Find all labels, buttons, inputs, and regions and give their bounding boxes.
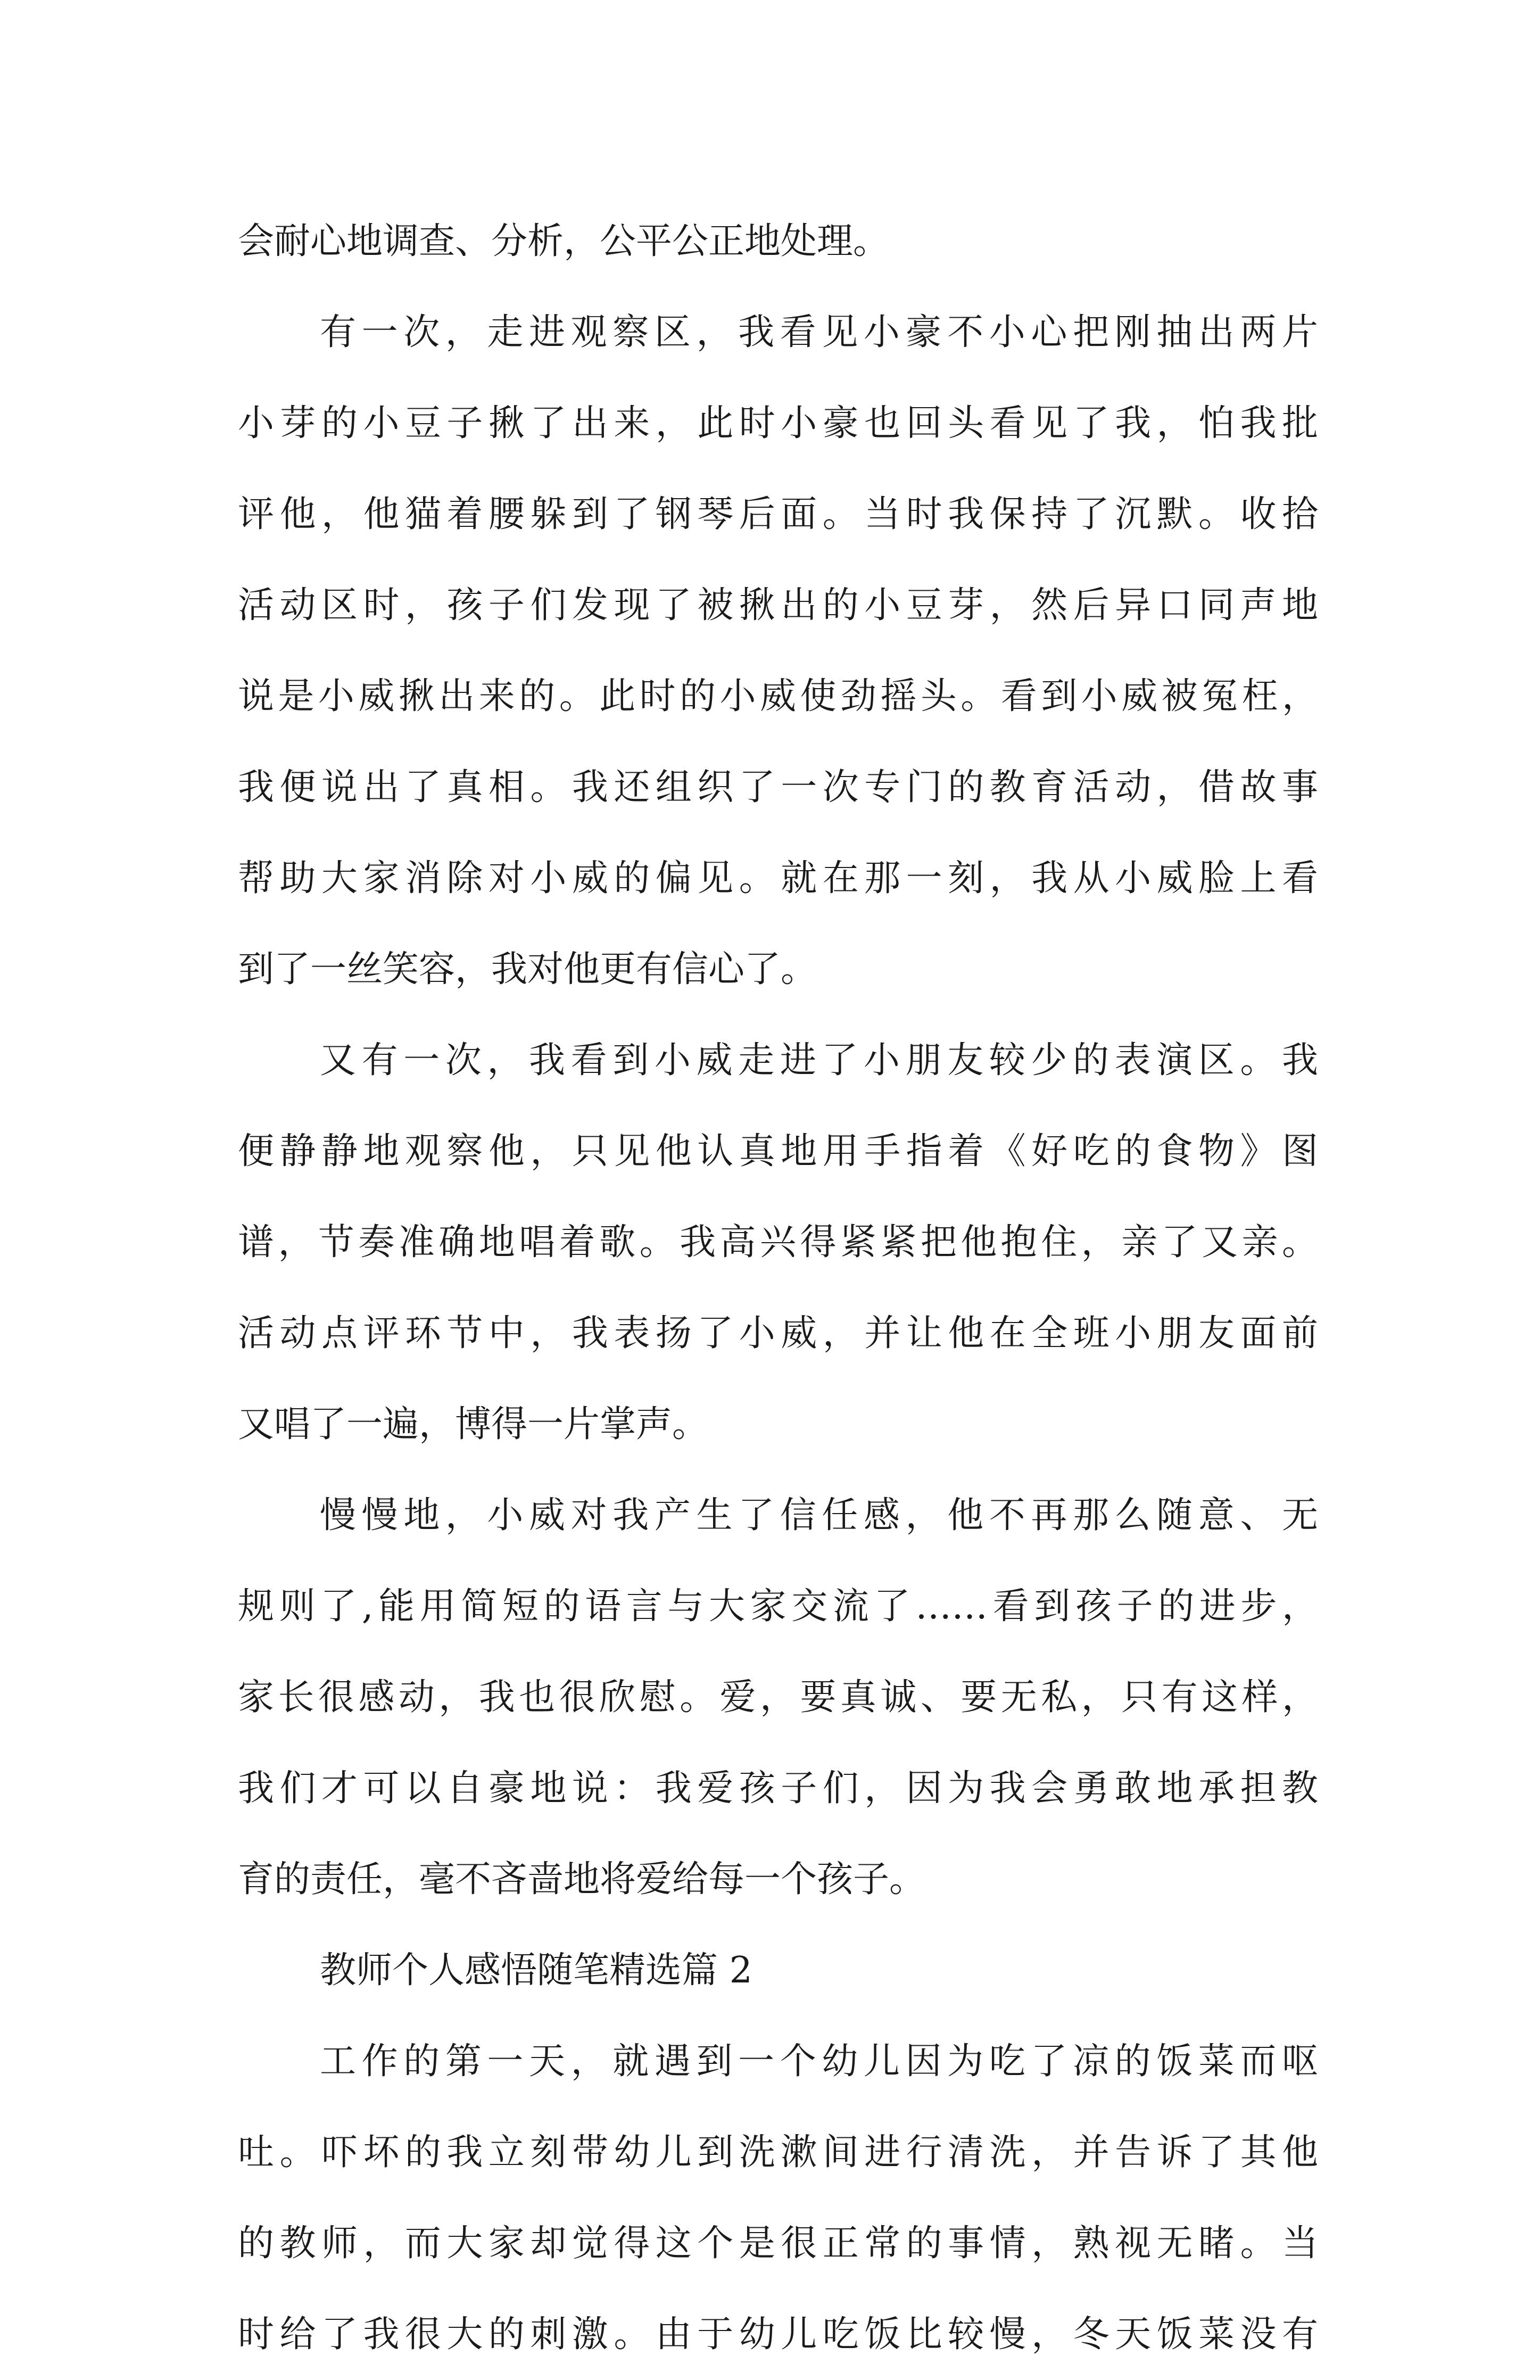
document-body [238,196,1318,2380]
paragraph-line: 帮助大家消除对小威的偏见。就在那一刻，我从小威脸上看 [238,857,1318,899]
paragraph-line: 活动区时，孩子们发现了被揪出的小豆芽，然后异口同声地 [238,584,1318,626]
paragraph-line: 慢慢地，小威对我产生了信任感，他不再那么随意、无 [320,1494,1318,1536]
paragraph-line: 吐。吓坏的我立刻带幼儿到洗漱间进行清洗，并告诉了其他 [238,2131,1318,2174]
paragraph-line: 小芽的小豆子揪了出来，此时小豪也回头看见了我，怕我批 [238,402,1318,444]
paragraph-line: 有一次，走进观察区，我看见小豪不小心把刚抽出两片 [320,311,1318,353]
paragraph-line: 我们才可以自豪地说：我爱孩子们，因为我会勇敢地承担教 [238,1767,1318,1809]
paragraph-line: 时给了我很大的刺激。由于幼儿吃饭比较慢，冬天饭菜没有 [238,2313,1318,2356]
paragraph-line: 活动点评环节中，我表扬了小威，并让他在全班小朋友面前 [238,1312,1318,1354]
paragraph-line: 的教师，而大家却觉得这个是很正常的事情，熟视无睹。当 [238,2222,1318,2265]
paragraph-line: 谱，节奏准确地唱着歌。我高兴得紧紧把他抱住，亲了又亲。 [238,1221,1318,1263]
paragraph-line: 又唱了一遍，博得一片掌声。 [238,1403,709,1445]
paragraph-line: 我便说出了真相。我还组织了一次专门的教育活动，借故事 [238,766,1318,808]
paragraph-line: 会耐心地调查、分析，公平公正地处理。 [238,220,890,262]
paragraph-line: 到了一丝笑容，我对他更有信心了。 [238,948,817,990]
paragraph-line: 又有一次，我看到小威走进了小朋友较少的表演区。我 [320,1039,1318,1081]
paragraph-line: 说是小威揪出来的。此时的小威使劲摇头。看到小威被冤枉， [238,675,1318,717]
paragraph-line: 评他，他猫着腰躲到了钢琴后面。当时我保持了沉默。收拾 [238,493,1318,535]
paragraph-line: 规则了,能用简短的语言与大家交流了……看到孩子的进步， [238,1585,1318,1627]
paragraph-line: 工作的第一天，就遇到一个幼儿因为吃了凉的饭菜而呕 [320,2040,1318,2082]
paragraph-line: 便静静地观察他，只见他认真地用手指着《好吃的食物》图 [238,1130,1318,1172]
paragraph-line: 育的责任，毫不吝啬地将爱给每一个孩子。 [238,1858,926,1900]
paragraph-line: 家长很感动，我也很欣慰。爱，要真诚、要无私，只有这样， [238,1676,1318,1718]
section-heading: 教师个人感悟随笔精选篇 2 [320,1949,752,1991]
